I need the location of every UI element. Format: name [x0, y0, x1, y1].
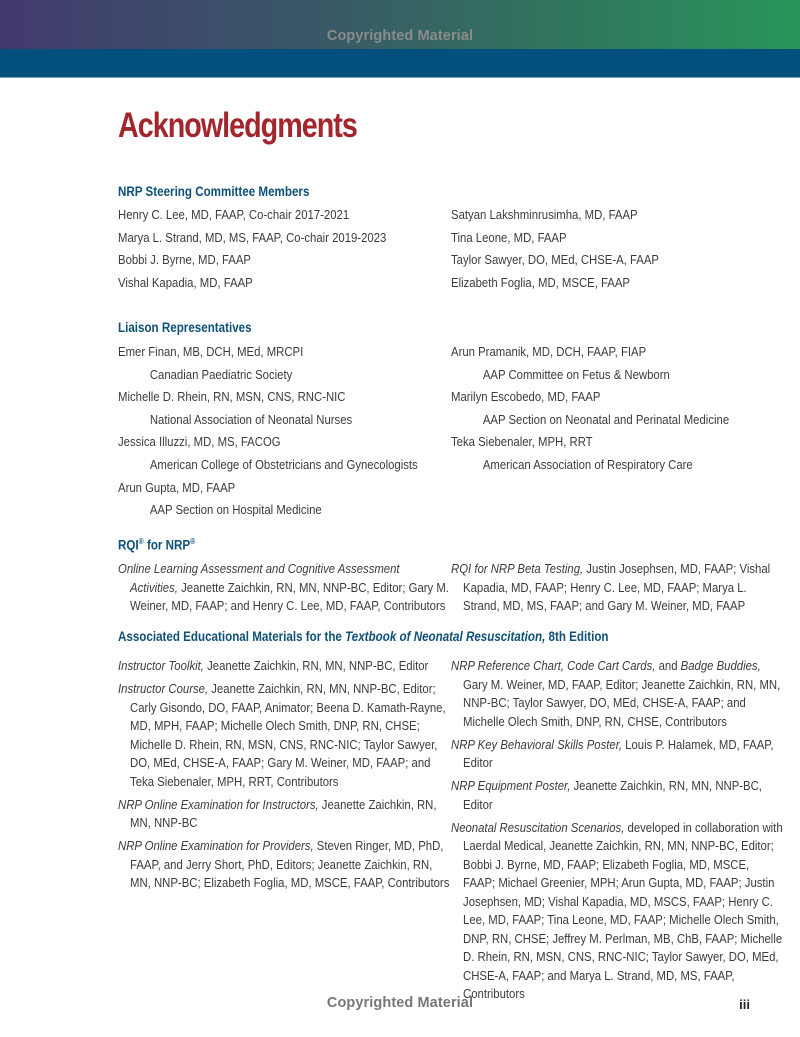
credit-title: Instructor Toolkit, [118, 658, 204, 673]
credit-text: developed in collaboration with Laerdal Medical, Jeanette Zaichkin, RN, MN, NNP-BC, Editor; Bobbi J. Byrne, MD, FAAP; Elizabeth Foglia, MD, MSCE, FAAP; Michael Greenier, MPH; Arun Gupta, MD, FAAP; Justin Josephsen, MD; Vishal Kapadia, MD, MSCS, FAAP; Henry C. Lee, MD, FAAP; Tina Leone, MD, FAAP; Michelle Olech Smith, DNP, RN, CHSE; Jeffrey M. Perlman, MB, ChB, FAAP; Michelle D. Rhein, RN, MSN, CNS, RNC-NIC; Taylor Sawyer, DO, MEd, CHSE-A, FAAP; and Marya L. Strand, MD, MS, FAAP, Contributors [463, 819, 783, 1001]
liaison-name: Arun Gupta, MD, FAAP [118, 479, 236, 495]
credit-text: Jeanette Zaichkin, RN, MN, NNP-BC, Editor [463, 778, 762, 812]
credit-text: Jeanette Zaichkin, RN, MN, NNP-BC, Editor [203, 658, 429, 673]
credit-entry [451, 819, 783, 1004]
page-title: Acknowledgments [118, 106, 357, 145]
rqi-label: RQI [118, 537, 139, 553]
section-heading-steering: NRP Steering Committee Members [118, 184, 310, 199]
credit-title: Online Learning Assessment and Cognitive Assessment Activities, [118, 561, 400, 595]
materials-heading-text: Associated Educational Materials for the [118, 629, 346, 644]
member-name: Taylor Sawyer, DO, MEd, CHSE-A, FAAP [451, 252, 659, 268]
credit-title: NRP Online Examination for Providers, [118, 838, 314, 853]
liaison-org: Canadian Paediatric Society [149, 366, 293, 382]
liaison-name: Michelle D. Rhein, RN, MSN, CNS, RNC-NIC [118, 389, 346, 405]
liaison-org: AAP Section on Hospital Medicine [149, 502, 322, 518]
credit-text: Gary M. Weiner, MD, FAAP, Editor; Jeanette Zaichkin, RN, MN, NNP-BC; Taylor Sawyer, DO, MEd, CHSE-A, FAAP; and Michelle Olech Smith, DNP, RN, CHSE, Contributors [463, 676, 781, 729]
credit-title: Neonatal Resuscitation Scenarios, [451, 819, 625, 835]
credit-text: Jeanette Zaichkin, RN, MN, NNP-BC, Editor; Gary M. Weiner, MD, FAAP; and Henry C. Lee, MD, FAAP, Contributors [130, 579, 449, 613]
member-name: Bobbi J. Byrne, MD, FAAP [118, 252, 252, 268]
credit-title: NRP Key Behavioral Skills Poster, [451, 736, 623, 752]
member-name: Vishal Kapadia, MD, FAAP [118, 274, 253, 290]
credit-entry [451, 736, 783, 773]
steering-right-column [451, 204, 771, 294]
rqi-right-column [451, 560, 771, 620]
registered-mark: ® [138, 537, 144, 546]
credit-text: Steven Ringer, MD, PhD, FAAP, and Jerry Short, PhD, Editors; Jeanette Zaichkin, RN, MN, NNP-BC; Elizabeth Foglia, MD, MSCE, FAAP, Contributors [130, 838, 450, 890]
rqi-for-nrp-label: for NRP [143, 537, 191, 553]
credit-title: Badge Buddies, [680, 658, 761, 673]
credit-conjunction: and [655, 658, 681, 673]
credit-text: Jeanette Zaichkin, RN, MN, NNP-BC [130, 796, 437, 830]
credit-entry [451, 657, 783, 731]
liaison-org: AAP Section on Neonatal and Perinatal Medicine [482, 411, 730, 427]
credit-entry [451, 777, 783, 814]
materials-heading-edition: 8th Edition [545, 629, 609, 644]
liaison-name: Emer Finan, MB, DCH, MEd, MRCPI [118, 344, 304, 359]
member-name: Satyan Lakshminrusimha, MD, FAAP [451, 207, 638, 222]
credit-title: NRP Equipment Poster, [451, 778, 571, 793]
liaison-org: American College of Obstetricians and Gynecologists [149, 456, 418, 472]
section-heading-materials [118, 629, 609, 644]
liaison-org: National Association of Neonatal Nurses [149, 411, 353, 427]
header-blue-band [0, 49, 800, 78]
steering-left-column [118, 204, 438, 294]
credit-entry [118, 560, 450, 616]
credit-text: Louis P. Halamek, MD, FAAP, Editor [463, 736, 774, 770]
materials-right-column [451, 657, 783, 1008]
credit-entry [118, 837, 450, 893]
credit-title: RQI for NRP Beta Testing, [451, 561, 584, 576]
credit-text: Jeanette Zaichkin, RN, MN, NNP-BC, Editor; Carly Gisondo, DO, FAAP, Animator; Beena D. Kamath-Rayne, MD, MPH, FAAP; Michelle Olech Smith, DNP, RN, CHSE; Michelle D. Rhein, RN, MSN, CNS, RNC-NIC; Taylor Sawyer, DO, MEd, CHSE-A, FAAP; Gary M. Weiner, MD, FAAP; and Teka Siebenaler, MPH, RRT, Contributors [130, 681, 446, 789]
liaison-name: Teka Siebenaler, MPH, RRT [451, 434, 593, 450]
credit-title: NRP Online Examination for Instructors, [118, 796, 319, 812]
credit-text: Justin Josephsen, MD, FAAP; Vishal Kapadia, MD, FAAP; Henry C. Lee, MD, FAAP; Marya L. Strand, MD, MS, FAAP; and Gary M. Weiner, MD, FAAP [463, 561, 771, 613]
liaison-org: American Association of Respiratory Care [482, 456, 693, 472]
materials-left-column [118, 657, 450, 897]
liaison-org: AAP Committee on Fetus & Newborn [482, 366, 670, 382]
credit-entry [118, 796, 450, 833]
credit-title: NRP Reference Chart, Code Cart Cards, [451, 658, 656, 673]
rqi-left-column [118, 560, 449, 620]
credit-entry [118, 680, 450, 791]
liaison-name: Arun Pramanik, MD, DCH, FAAP, FIAP [451, 344, 647, 359]
credit-title: Instructor Course, [118, 681, 209, 696]
member-name: Tina Leone, MD, FAAP [451, 229, 567, 245]
member-name: Marya L. Strand, MD, MS, FAAP, Co-chair 2019-2023 [118, 229, 387, 245]
liaison-name: Jessica Illuzzi, MD, MS, FACOG [118, 434, 281, 450]
credit-entry [451, 560, 783, 616]
credit-entry [118, 657, 450, 676]
member-name: Elizabeth Foglia, MD, MSCE, FAAP [451, 274, 631, 290]
section-heading-liaison: Liaison Representatives [118, 320, 252, 335]
liaison-right-column [451, 341, 771, 477]
copyright-watermark-top: Copyrighted Material [326, 28, 474, 44]
member-name: Henry C. Lee, MD, FAAP, Co-chair 2017-2021 [118, 207, 350, 222]
copyright-watermark-bottom: Copyrighted Material [326, 995, 474, 1011]
materials-heading-book-title: Textbook of Neonatal Resuscitation, [345, 629, 546, 644]
section-heading-rqi [118, 537, 195, 553]
page-number: iii [739, 997, 750, 1012]
liaison-name: Marilyn Escobedo, MD, FAAP [451, 389, 601, 405]
liaison-left-column [118, 341, 438, 522]
registered-mark: ® [190, 537, 196, 546]
